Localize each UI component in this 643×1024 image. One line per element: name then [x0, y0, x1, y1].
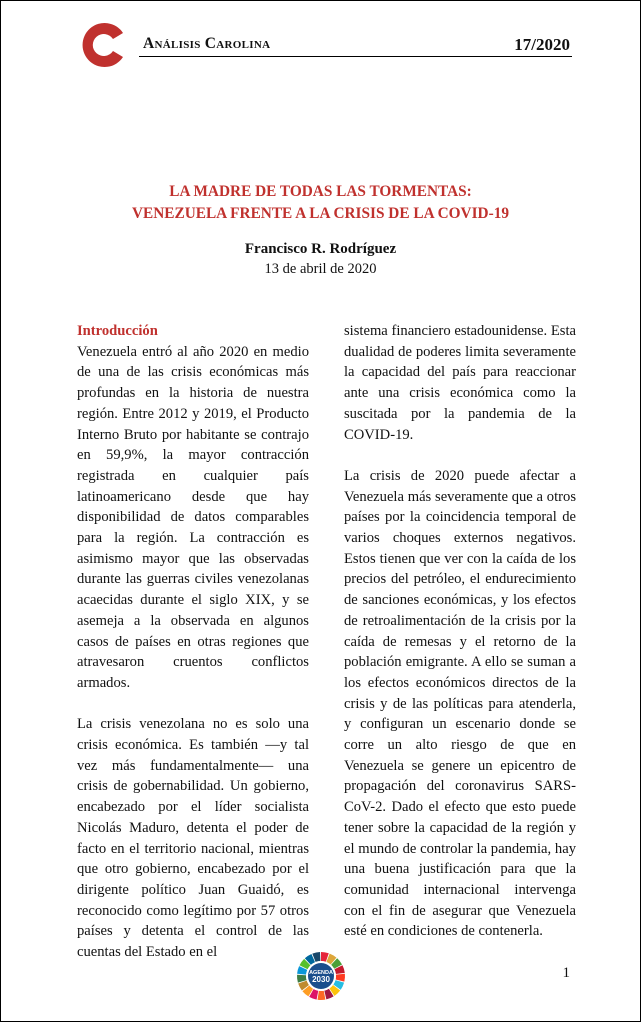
paragraph: La crisis de 2020 puede afectar a Venezuela más severamente que a otros países por la coincidencia temporal de varios choques externos negativos. Estos tienen que ver con la caída de los precios del petróleo, el endurecimiento de sanciones económicas, y los efectos de retroalimentación de la crisis por la caída de remesas y el retorno de la población emigrante. A ello se suman a los efectos económicos directos de la crisis y de las políticas para atenderla, y configuran un escenario donde se corre un alto riesgo de que en Venezuela se genere un epicentro de propagación del coronavirus SARS-CoV-2. Dado el efecto que esto puede tener sobre la capacidad de la región y el mundo de controlar la pandemia, hay una buena justificación para que la comunidad internacional intervenga con el fin de asegurar que Venezuela esté en condiciones de contenerla. [344, 467, 576, 940]
fundacion-carolina-logo [79, 19, 127, 71]
page-number: 1 [562, 965, 570, 981]
document-title [71, 181, 570, 225]
publication-date: 13 de abril de 2020 [264, 261, 377, 277]
agenda-2030-logo [296, 951, 346, 1001]
agenda-year: 2030 [312, 975, 330, 984]
sdg-segment [336, 974, 345, 982]
title-line-2: VENEZUELA FRENTE A LA CRISIS DE LA COVID-19 [132, 205, 509, 222]
issue-number: 17/2020 [514, 35, 570, 54]
title-line-1: LA MADRE DE TODAS LAS TORMENTAS: [169, 183, 472, 200]
author-name: Francisco R. Rodríguez [244, 241, 397, 257]
sdg-segment [318, 991, 326, 1000]
header-divider [139, 56, 572, 57]
paragraph: Venezuela entró al año 2020 en medio de una de las crisis económicas más profundas en la historia de nuestra región. Entre 2012 y 2019, el Producto Interno Bruto por habitante se contrajo en 59,9%, la mayor contracción registrada en cualquier país latinoamericano desde que hay disponibilidad de datos comparables para la región. La contracción es asimismo mayor que las observadas durante las guerras civiles venezolanas acaecidas durante el siglo XIX, y se asemeja a la observada en algunos casos de países en otras regiones que atravesaron cruentos conflictos armados. [77, 343, 309, 691]
right-column [344, 321, 576, 942]
left-column [77, 321, 309, 963]
paragraph: sistema financiero estadounidense. Esta dualidad de poderes limita severamente la capacidad del país para reaccionar ante una crisis económica como la suscitada por la pandemia de la COVID-19. [344, 323, 576, 443]
agenda-label: AGENDA [309, 970, 333, 976]
paragraph: La crisis venezolana no es solo una crisis económica. Es también —y tal vez más fundamentalmente— una crisis de gobernabilidad. Un gobierno, encabezado por el líder socialista Nicolás Maduro, detenta el poder de facto en el territorio nacional, mientras que otro gobierno, encabezado por el dirigente político Juan Guaidó, es reconocido como legítimo por 57 otros países y detenta el control de las cuentas del Estado en el [77, 716, 309, 961]
section-heading: Introducción [77, 323, 158, 339]
series-name: Análisis Carolina [143, 35, 271, 52]
